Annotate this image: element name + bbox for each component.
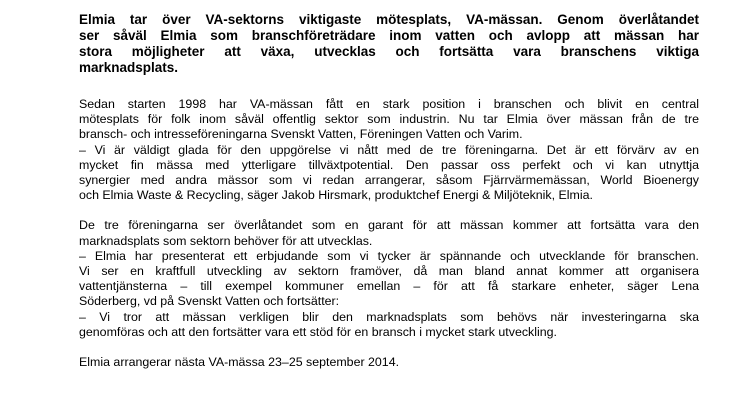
text-line: bransch- och intresseföreningarna Svenskt Vatten, Föreningen Vatten och Varim.	[79, 127, 523, 142]
text-line: Elmia arrangerar nästa VA-mässa 23–25 september 2014.	[79, 355, 400, 370]
text-line: Söderberg, vd på Svenskt Vatten och fortsätter:	[79, 294, 340, 309]
lead-line: Elmia tar över VA-sektorns viktigaste mötesplats, VA-mässan. Genom överlåtandet	[79, 12, 699, 27]
lead-paragraph	[79, 12, 699, 76]
text-line: genomföras och att den fortsätter vara ett stöd för en bransch i mycket stark utveckling.	[79, 324, 557, 339]
text-line: synergier med andra mässor som vi redan arrangerar, såsom Fjärrvärmemässan, World Bioenergy	[79, 173, 699, 188]
text-line: – Elmia har presenterat ett erbjudande som vi tycker är spännande och utvecklande för branschen.	[79, 248, 699, 263]
body-paragraph-3	[79, 355, 699, 370]
text-line: Vi ser en kraftfull utveckling av sektorn framöver, då man bland annat kommer att organisera	[79, 264, 699, 279]
text-line: De tre föreningarna ser överlåtandet som en garant för att mässan kommer att fortsätta vara den	[79, 218, 699, 233]
text-line: och Elmia Waste & Recycling, säger Jakob Hirsmark, produktchef Energi & Miljöteknik, Elmia.	[79, 188, 593, 203]
text-line: marknadsplats som sektorn behöver för att utvecklas.	[79, 233, 373, 248]
text-line: – Vi är väldigt glada för den uppgörelse vi nått med de tre föreningarna. Det är ett förvärv av en	[79, 142, 699, 157]
lead-line: ser såväl Elmia som branschföreträdare inom vatten och avlopp att mässan har	[79, 28, 699, 43]
text-line: mötesplats för folk inom såväl offentlig sektor som industrin. Nu tar Elmia över mässan från de tre	[79, 112, 699, 127]
text-line: – Vi tror att mässan verkligen blir den marknadsplats som behövs när investeringarna ska	[79, 309, 699, 324]
text-line: mycket fin mässa med ytterligare tillväxtpotential. Den passar oss perfekt och vi kan utnyttja	[79, 157, 699, 172]
lead-line: stora möjligheter att växa, utvecklas och fortsätta vara branschens viktiga	[79, 44, 699, 59]
text-line: Sedan starten 1998 har VA-mässan fått en stark position i branschen och blivit en central	[79, 97, 699, 111]
press-release-document	[79, 12, 699, 370]
body-paragraph-2	[79, 218, 699, 340]
lead-line: marknadsplats.	[79, 60, 179, 75]
text-line: vattentjänsterna – till exempel kommuner emellan – för att få starkare enheter, säger Lena	[79, 279, 699, 294]
body-paragraph-1	[79, 97, 699, 203]
